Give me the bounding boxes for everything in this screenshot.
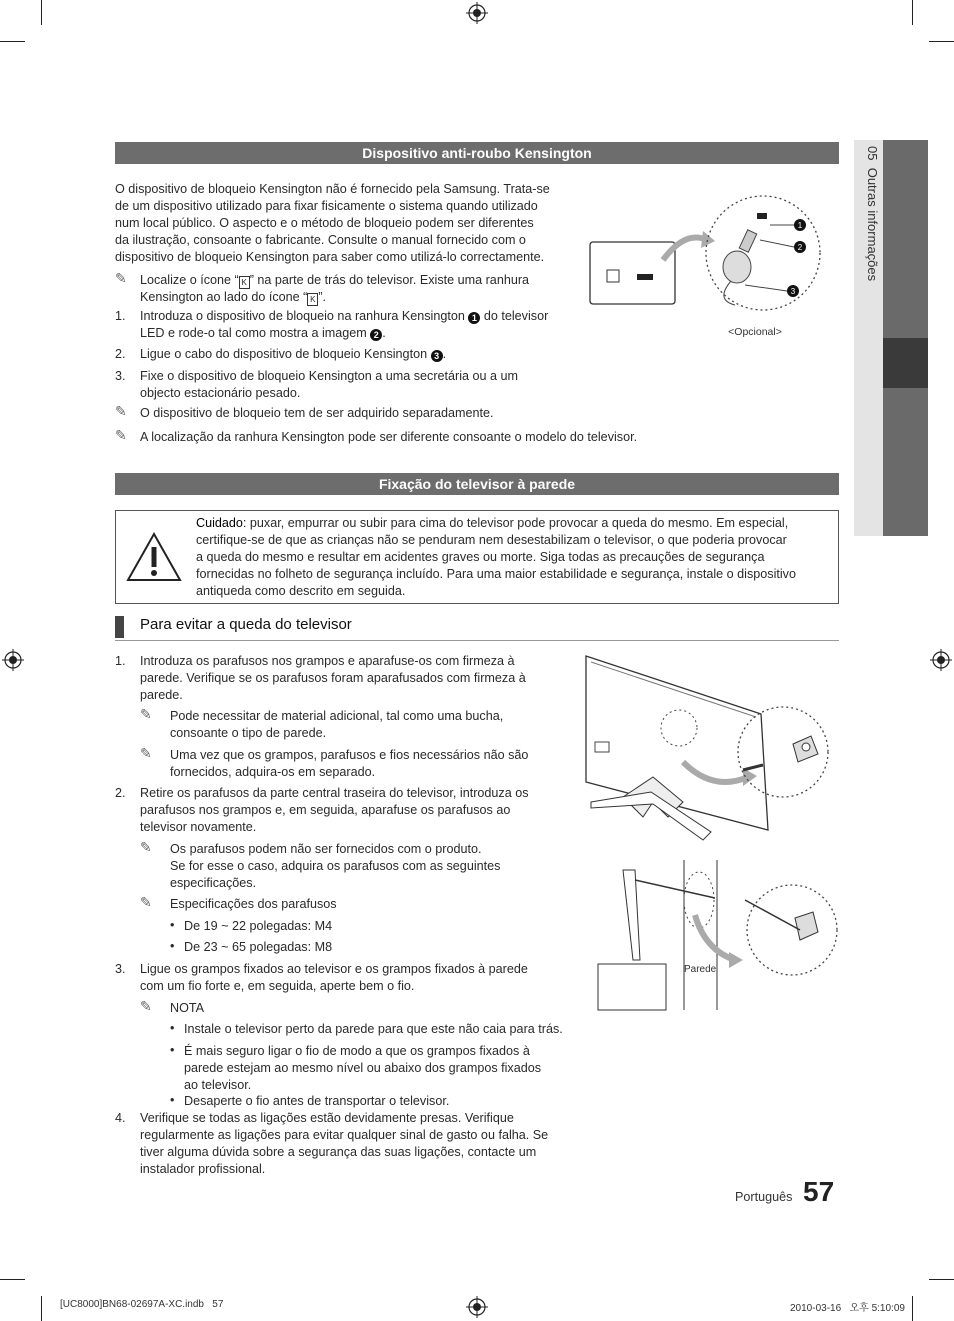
wall-step-2-note-1: Os parafusos podem não ser fornecidos com o produto. Se for esse o caso, adquira os parafusos com as seguintes especificações.: [170, 842, 501, 890]
kensington-step-2: Ligue o cabo do dispositivo de bloqueio Kensington 3 .: [140, 347, 447, 361]
chapter-tab-active: [883, 338, 928, 388]
note-purchase-separately: O dispositivo de bloqueio tem de ser adquirido separadamente.: [140, 406, 494, 420]
step-number: 3.: [115, 962, 126, 976]
note-locate-icon: Localize o ícone “ K ” na parte de trás do televisor. Existe uma ranhura Kensington ao lado do ícone “ K ”.: [140, 273, 530, 304]
wall-step-2-note-2: Especificações dos parafusos: [170, 897, 337, 911]
pencil-note-icon: ✎: [140, 745, 152, 761]
pencil-note-icon: ✎: [140, 839, 152, 855]
page-number: 57: [803, 1176, 835, 1207]
wall-step-1-note-2: Uma vez que os grampos, parafusos e fios necessários não são fornecidos, adquira-os em separado.: [170, 748, 529, 779]
section-heading-kensington: Dispositivo anti-roubo Kensington: [115, 142, 839, 164]
tv-back-illustration: [583, 652, 839, 848]
pencil-note-icon: ✎: [140, 706, 152, 722]
wall-side-illustration: [595, 860, 839, 1014]
nota-label: NOTA: [170, 1001, 205, 1015]
bullet-dot: •: [170, 1043, 175, 1057]
pencil-note-icon: ✎: [115, 427, 127, 443]
intro-line: dispositivo de bloqueio Kensington para saber como utilizá-lo correctamente.: [115, 250, 545, 264]
wall-step-3: Ligue os grampos fixados ao televisor e os grampos fixados à parede com um fio forte e, em seguida, aperte bem o fio.: [140, 962, 528, 993]
step-number: 2.: [115, 347, 126, 361]
callout-1: 1: [797, 221, 803, 230]
nota-bullet-3: Desaperte o fio antes de transportar o televisor.: [184, 1094, 450, 1108]
step-number: 1.: [115, 654, 126, 668]
wall-step-2: Retire os parafusos da parte central traseira do televisor, introduza os parafusos nos grampos e, em seguida, aparafuse os parafusos ao televisor novamente.: [140, 786, 529, 834]
intro-line: de um dispositivo utilizado para fixar fisicamente o sistema quando utilizado: [115, 199, 538, 213]
footer-language: Português: [735, 1190, 793, 1204]
callout-3: 3: [790, 287, 796, 296]
crop-mark: [41, 0, 42, 25]
step-number: 3.: [115, 369, 126, 383]
callout-1: 1: [468, 312, 480, 324]
chapter-number: 05: [865, 146, 880, 161]
bullet-dot: •: [170, 939, 175, 953]
caution-text: Cuidado: puxar, empurrar ou subir para cima do televisor pode provocar a queda do mesmo. Em especial, certifique-se de que as crianças não se penduram nem desestabilizam o televisor, o que poderia provocar a queda do mesmo e resultar em acidentes graves ou morte. Siga todas as precauções de segurança fornecidas no folheto de segurança incluído. Para uma maior estabilidade e segurança, instale o dispositivo antiqueda como descrito em seguida.: [196, 516, 796, 598]
warning-triangle-icon: [125, 531, 183, 583]
nota-bullet-2: É mais seguro ligar o fio de modo a que os grampos fixados à parede estejam ao mesmo nível ou abaixo dos grampos fixados ao televisor.: [184, 1044, 542, 1092]
wall-step-1: Introduza os parafusos nos grampos e aparafuse-os com firmeza à parede. Verifique se os parafusos foram aparafusados com firmeza à parede.: [140, 654, 526, 702]
intro-line: num local público. O aspecto e o método de bloqueio podem ser diferentes: [115, 216, 534, 230]
kensington-step-1: Introduza o dispositivo de bloqueio na ranhura Kensington 1 do televisor LED e rode-o tal como mostra a imagem 2 .: [140, 309, 549, 340]
kensington-icon: K: [239, 276, 250, 289]
wall-step-1-note-1: Pode necessitar de material adicional, tal como uma bucha, consoante o tipo de parede.: [170, 709, 504, 740]
crop-mark: [912, 0, 913, 25]
subheading-marker: [115, 616, 124, 638]
registration-mark-icon: [466, 2, 488, 24]
registration-mark-icon: [2, 649, 24, 671]
bullet-dot: •: [170, 918, 175, 932]
registration-mark-icon: [930, 649, 952, 671]
chapter-title: Outras informações: [865, 167, 880, 282]
wall-label: Parede: [684, 964, 717, 975]
chapter-label: [856, 146, 880, 346]
pencil-note-icon: ✎: [140, 998, 152, 1014]
intro-line: da ilustração, consoante o fabricante. Consulte o manual fornecido com o: [115, 233, 526, 247]
bullet-dot: •: [170, 1093, 175, 1107]
crop-mark: [912, 1296, 913, 1321]
kensington-intro: [115, 181, 575, 266]
step-number: 2.: [115, 786, 126, 800]
print-timestamp: 2010-03-16 오후 5:10:09: [790, 1303, 905, 1314]
step-number: 1.: [115, 309, 126, 323]
bullet-screw-m4: De 19 ~ 22 polegadas: M4: [184, 919, 333, 933]
callout-3: 3: [431, 350, 443, 362]
bullet-screw-m8: De 23 ~ 65 polegadas: M8: [184, 940, 333, 954]
subheading-rule: [115, 640, 839, 641]
file-info: [UC8000]BN68-02697A-XC.indb 57: [60, 1299, 224, 1310]
intro-line: O dispositivo de bloqueio Kensington não é fornecido pela Samsung. Trata-se: [115, 182, 550, 196]
pencil-note-icon: ✎: [115, 403, 127, 419]
crop-mark: [0, 1279, 25, 1280]
pencil-note-icon: ✎: [140, 894, 152, 910]
crop-mark: [0, 41, 25, 42]
kensington-step-3: Fixe o dispositivo de bloqueio Kensington a uma secretária ou a um objecto estacionário pesado.: [140, 369, 519, 400]
crop-mark: [929, 1279, 954, 1280]
callout-2: 2: [797, 243, 803, 252]
section-heading-wall: Fixação do televisor à parede: [115, 473, 839, 495]
kensington-icon: K: [307, 293, 318, 306]
note-slot-location: A localização da ranhura Kensington pode ser diferente consoante o modelo do televisor.: [140, 430, 638, 444]
callout-2: 2: [370, 329, 382, 341]
registration-mark-icon: [466, 1296, 488, 1318]
caution-label: Cuidado: [196, 516, 243, 530]
bullet-dot: •: [170, 1021, 175, 1035]
wall-step-4: Verifique se todas as ligações estão devidamente presas. Verifique regularmente as ligações para evitar qualquer sinal de gasto ou falha. Se tiver alguma dúvida sobre a segurança das suas ligações, contacte um instalador profissional.: [140, 1111, 549, 1176]
crop-mark: [41, 1296, 42, 1321]
optional-label: <Opcional>: [728, 326, 782, 338]
nota-bullet-1: Instale o televisor perto da parede para que este não caia para trás.: [184, 1022, 563, 1036]
kensington-illustration: [585, 185, 835, 345]
pencil-note-icon: ✎: [115, 270, 127, 286]
crop-mark: [929, 41, 954, 42]
subheading: Para evitar a queda do televisor: [140, 616, 352, 633]
step-number: 4.: [115, 1111, 126, 1125]
